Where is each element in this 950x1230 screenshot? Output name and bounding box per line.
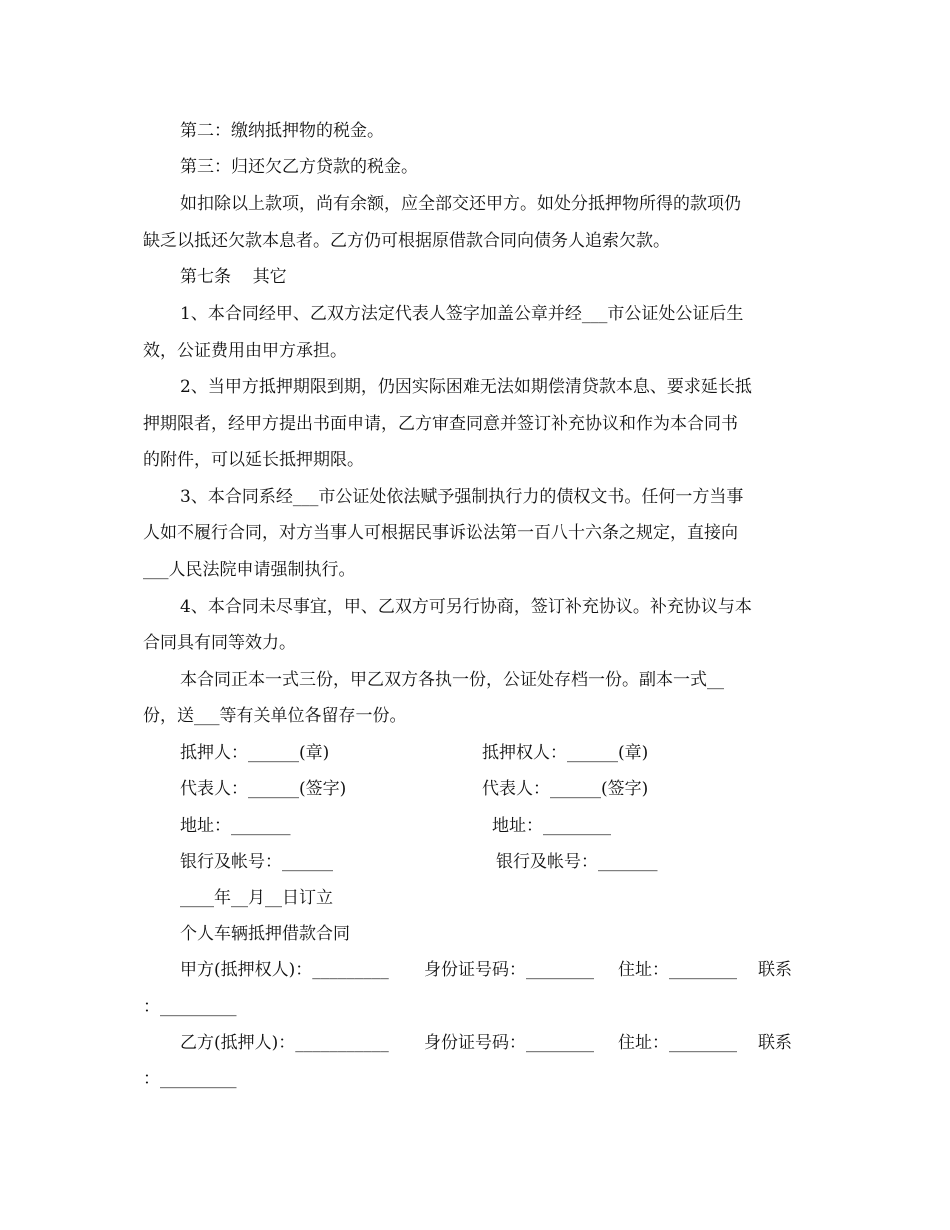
signature-left: 地址：_______ [180, 816, 291, 836]
text-line: 第三：归还欠乙方贷款的税金。 [180, 157, 418, 177]
text-line: 3、本合同系经___市公证处依法赋予强制执行力的债权文书。任何一方当事 [180, 487, 744, 507]
text-line: 押期限者，经甲方提出书面申请，乙方审查同意并签订补充协议和作为本合同书 [143, 414, 738, 434]
party-b-id: 身份证号码：________ [424, 1033, 594, 1053]
signature-right: 地址：________ [492, 816, 611, 836]
document-title: 个人车辆抵押借款合同 [180, 924, 350, 944]
text-line: ___人民法院申请强制执行。 [143, 560, 356, 580]
text-line: 缺乏以抵还欠款本息者。乙方仍可根据原借款合同向债务人追索欠款。 [143, 231, 670, 251]
signature-right: 银行及帐号：_______ [496, 852, 658, 872]
signature-left: 代表人：______(签字) [180, 779, 347, 799]
signature-right: 代表人：______(签字) [482, 779, 649, 799]
signature-left: 抵押人：______(章) [180, 743, 330, 763]
text-line: 本合同正本一式三份，甲乙双方各执一份，公证处存档一份。副本一式__ [180, 670, 724, 690]
section-heading: 第七条 其它 [180, 267, 287, 287]
party-b-address: 住址：________ [618, 1033, 737, 1053]
text-line: 如扣除以上款项，尚有余额，应全部交还甲方。如处分抵押物所得的款项仍 [180, 194, 741, 214]
signature-right: 抵押权人：______(章) [482, 743, 649, 763]
text-line: 合同具有同等效力。 [143, 633, 296, 653]
party-b-label: 乙方(抵押人)：___________ [180, 1033, 389, 1053]
party-a-label: 甲方(抵押权人)：_________ [180, 960, 389, 980]
text-line: 人如不履行合同，对方当事人可根据民事诉讼法第一百八十六条之规定，直接向 [143, 523, 738, 543]
text-line: 4、本合同未尽事宜，甲、乙双方可另行协商，签订补充协议。补充协议与本 [180, 597, 752, 617]
party-b-contact-value: ：_________ [143, 1069, 237, 1089]
text-line: 的附件，可以延长抵押期限。 [143, 450, 364, 470]
text-line: 份，送___等有关单位各留存一份。 [143, 706, 407, 726]
party-a-address: 住址：________ [618, 960, 737, 980]
text-line: 第二：缴纳抵押物的税金。 [180, 121, 384, 141]
date-line: ____年__月__日订立 [180, 888, 333, 908]
text-line: 1、本合同经甲、乙双方法定代表人签字加盖公章并经___市公证处公证后生 [180, 304, 744, 324]
party-a-contact-value: ：_________ [143, 997, 237, 1017]
party-a-id: 身份证号码：________ [424, 960, 594, 980]
signature-left: 银行及帐号：______ [180, 852, 333, 872]
text-line: 效，公证费用由甲方承担。 [143, 341, 347, 361]
text-line: 2、当甲方抵押期限到期，仍因实际困难无法如期偿清贷款本息、要求延长抵 [180, 377, 752, 397]
party-b-contact: 联系 [758, 1033, 792, 1053]
party-a-contact: 联系 [758, 960, 792, 980]
